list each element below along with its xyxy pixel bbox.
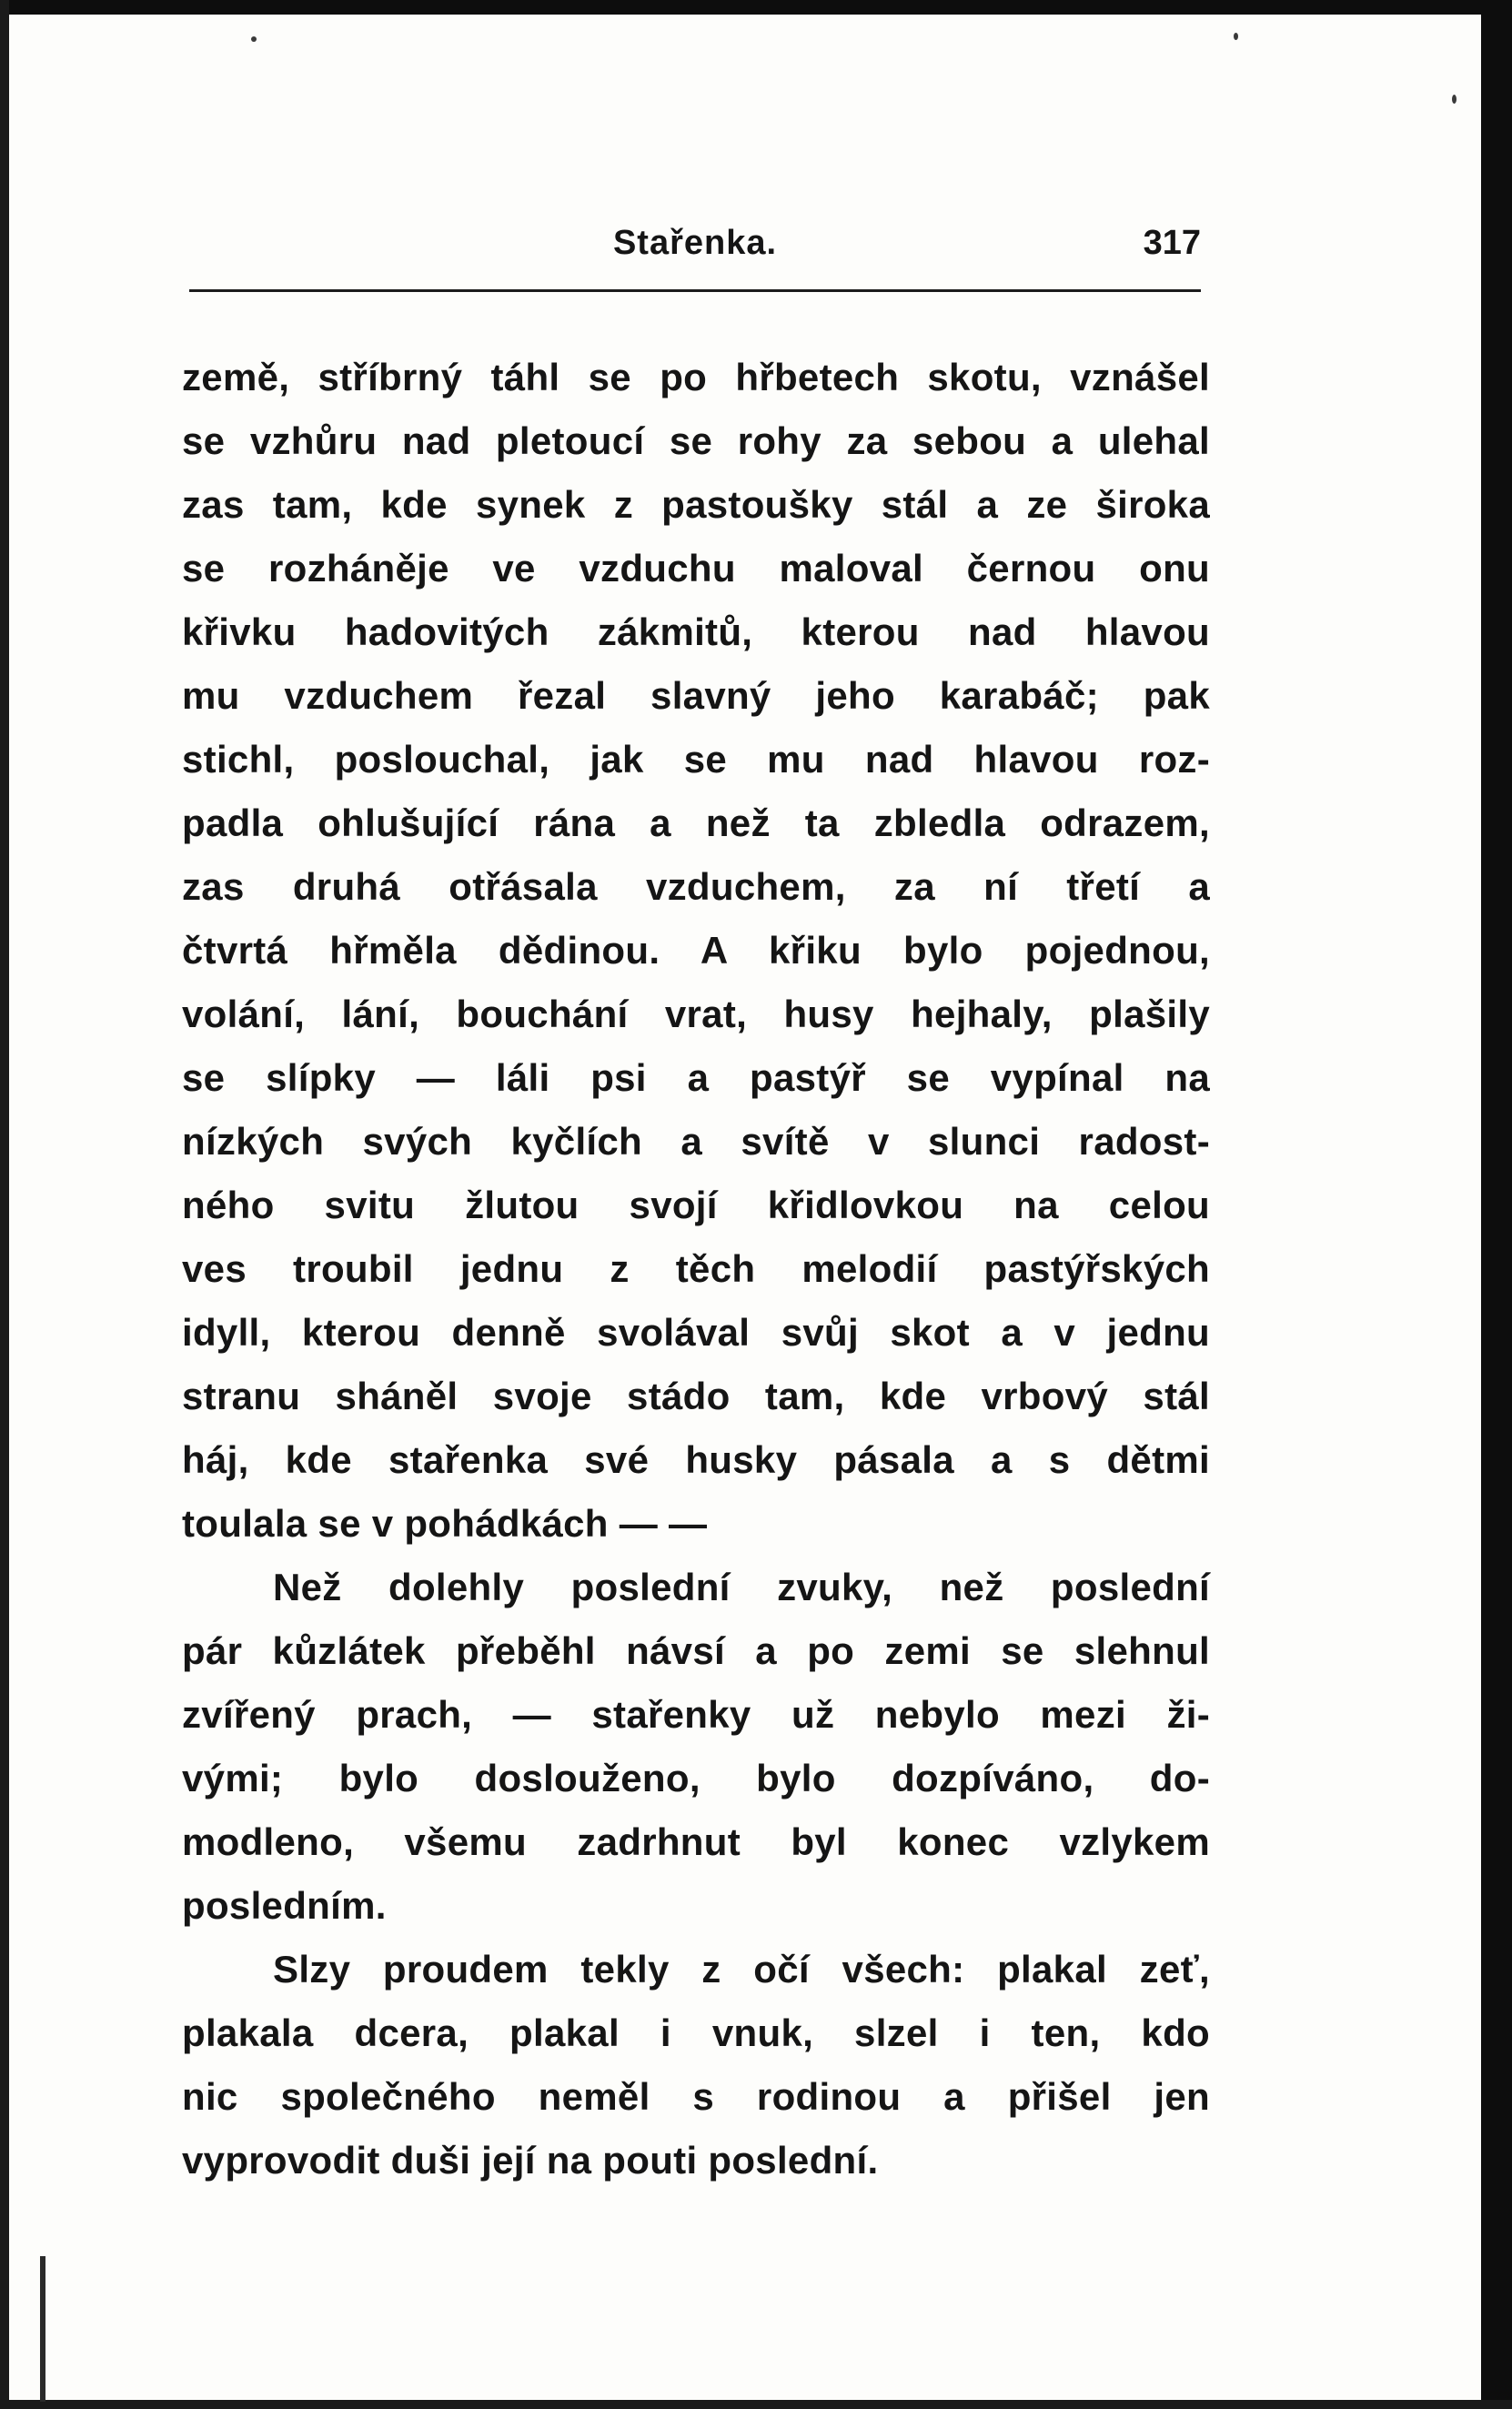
text-line: háj, kde stařenka své husky pásala a s dětmi [182,1438,1210,1481]
text-line: zvířený prach, — stařenky už nebylo mezi ži- [182,1693,1210,1736]
text-line: čtvrtá hřměla dědinou. A křiku bylo pojednou, [182,929,1210,972]
text-line: křivku hadovitých zákmitů, kterou nad hlavou [182,610,1210,653]
text-line: se vzhůru nad pletoucí se rohy za sebou a ulehal [182,419,1210,462]
text-line: volání, lání, bouchání vrat, husy hejhaly, plašily [182,993,1210,1035]
text-line: vými; bylo doslouženo, bylo dozpíváno, do- [182,1757,1210,1799]
text-line: vyprovodit duši její na pouti poslední. [182,2139,879,2182]
text-line: zas tam, kde synek z pastoušky stál a ze široka [182,483,1210,526]
text-line: toulala se v pohádkách — — [182,1502,708,1545]
text-line: nízkých svých kyčlích a svítě v slunci radost- [182,1120,1210,1163]
text-line: ného svitu žlutou svojí křidlovkou na celou [182,1184,1210,1226]
text-line: ves troubil jednu z těch melodií pastýřských [182,1247,1210,1290]
scan-speck [1234,33,1238,40]
scan-speck [1452,95,1457,104]
text-line: stichl, poslouchal, jak se mu nad hlavou roz- [182,738,1210,781]
text-line: Slzy proudem tekly z očí všech: plakal zeť, [273,1948,1210,1991]
scan-border-bottom [0,2400,1512,2409]
page-number: 317 [1143,224,1201,262]
text-line: pár kůzlátek přeběhl návsí a po zemi se slehnul [182,1629,1210,1672]
running-head [189,218,1201,282]
scan-border-left [0,0,9,2409]
text-line: stranu sháněl svoje stádo tam, kde vrbový stál [182,1375,1210,1417]
running-title: Stařenka. [612,224,778,262]
text-line: modleno, všemu zadrhnut byl konec vzlykem [182,1820,1210,1863]
text-line: padla ohlušující rána a než ta zbledla odrazem, [182,801,1210,844]
text-line: země, stříbrný táhl se po hřbetech skotu, vznášel [182,356,1210,398]
scan-speck [251,36,257,42]
text-line: zas druhá otřásala vzduchem, za ní třetí a [182,865,1210,908]
scan-artifact-line [40,2256,45,2402]
text-line: plakala dcera, plakal i vnuk, slzel i ten, kdo [182,2011,1210,2054]
text-line: se slípky — láli psi a pastýř se vypínal na [182,1056,1210,1099]
header-rule [189,289,1201,292]
text-line: se rozháněje ve vzduchu maloval černou onu [182,547,1210,590]
text-line: nic společného neměl s rodinou a přišel jen [182,2075,1210,2118]
body-text [182,346,1210,2192]
text-line: Než dolehly poslední zvuky, než poslední [273,1566,1210,1608]
scan-border-right [1481,0,1512,2409]
text-line: idyll, kterou denně svolával svůj skot a v jednu [182,1311,1210,1354]
scan-border-top [0,0,1512,15]
text-line: mu vzduchem řezal slavný jeho karabáč; pak [182,674,1210,717]
text-line: posledním. [182,1884,387,1927]
